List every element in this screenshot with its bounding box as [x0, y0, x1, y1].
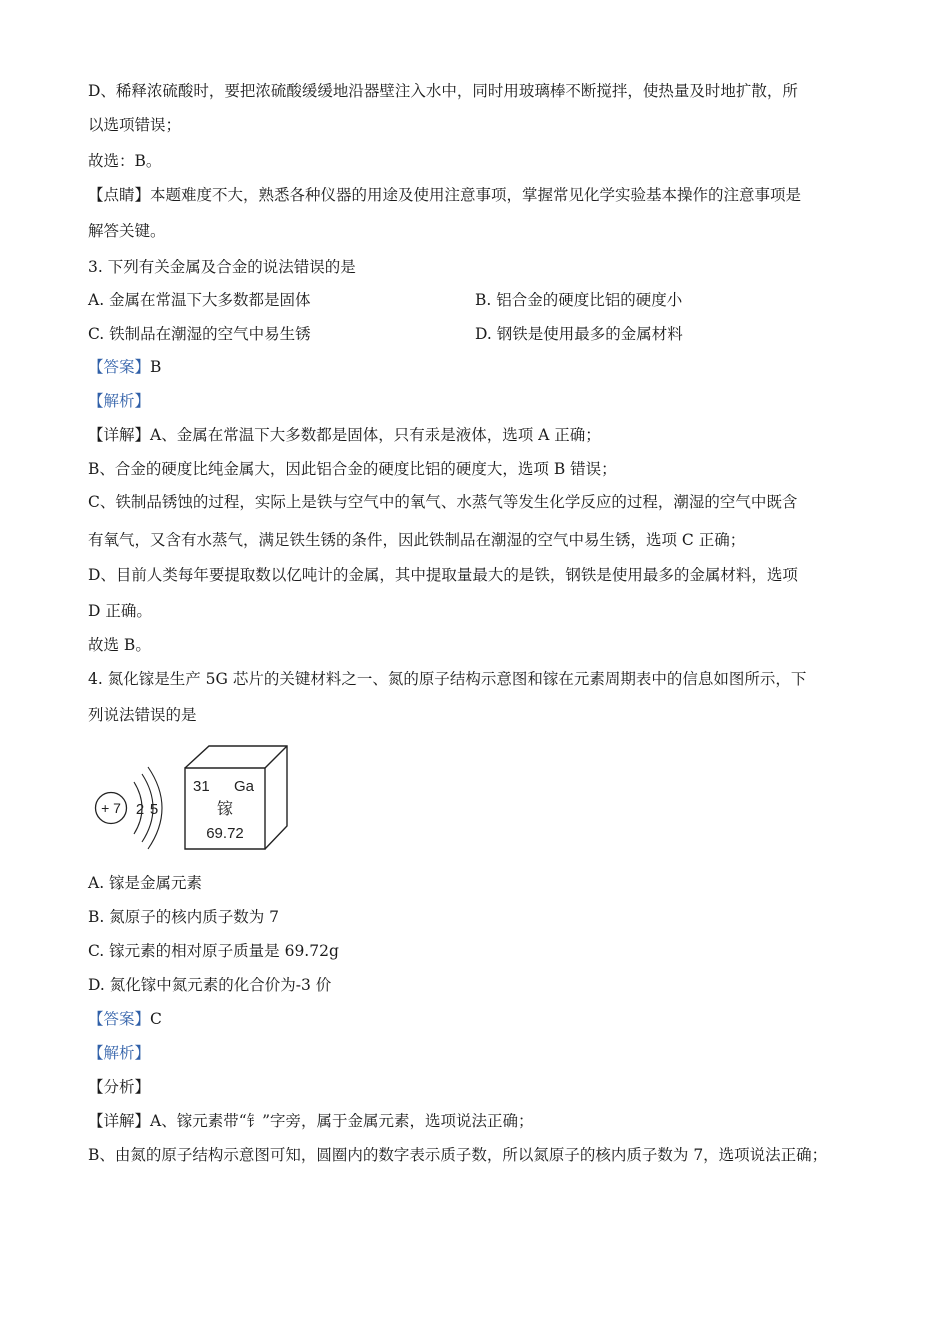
- option-d-explanation-line1: D、稀释浓硫酸时，要把浓硫酸缓缓地沿器壁注入水中，同时用玻璃棒不断搅拌，使热量及时地扩散，所: [88, 82, 798, 100]
- q3-analysis-tag: 【解析】: [88, 392, 151, 410]
- q4-option-a: A. 镓是金属元素: [88, 874, 203, 892]
- q3-detail-line: 【详解】A、金属在常温下大多数都是固体，只有汞是液体，选项 A 正确；: [88, 426, 601, 444]
- q4-analysis-tag: 【解析】: [88, 1044, 151, 1062]
- answer-value: C: [150, 1010, 162, 1028]
- element-name: 镓: [216, 799, 234, 818]
- cell-corner-edge: [265, 746, 287, 768]
- question-4-stem-line1: 4. 氮化镓是生产 5G 芯片的关键材料之一、氮的原子结构示意图和镓在元素周期表中的信息如图所示，下: [88, 670, 807, 688]
- answer-value: B: [150, 358, 162, 376]
- choice-line: 故选：B。: [88, 152, 162, 170]
- element-symbol: Ga: [234, 778, 255, 795]
- q4-option-c: C. 镓元素的相对原子质量是 69.72g: [88, 942, 339, 960]
- q3-detail-line: 故选 B。: [88, 636, 151, 654]
- q3-detail-line: C、铁制品锈蚀的过程，实际上是铁与空气中的氧气、水蒸气等发生化学反应的过程，潮湿的空气中既含: [88, 493, 798, 511]
- answer-tag: 【答案】: [88, 358, 151, 376]
- q3-detail-line: D、目前人类每年要提取数以亿吨计的金属，其中提取量最大的是铁，钢铁是使用最多的金属材料，选项: [88, 566, 798, 584]
- option-d-explanation-line2: 以选项错误；: [88, 116, 182, 134]
- q4-analysis-head: 【分析】: [88, 1078, 151, 1096]
- q4-detail-line: B、由氮的原子结构示意图可知，圆圈内的数字表示质子数，所以氮原子的核内质子数为 7，选项说法正确；: [88, 1146, 828, 1164]
- atomic-mass: 69.72: [206, 825, 244, 842]
- nitrogen-atom-diagram: [96, 767, 163, 849]
- shell-electron-count-2: 5: [149, 801, 159, 818]
- nucleus-charge: + 7: [101, 800, 121, 816]
- q3-detail-line: 有氧气，又含有水蒸气，满足铁生锈的条件，因此铁制品在潮湿的空气中易生锈，选项 C 正确；: [88, 531, 746, 549]
- gallium-element-cell: [185, 746, 287, 849]
- q4-answer: [88, 1008, 162, 1030]
- answer-tag: 【答案】: [88, 1010, 151, 1028]
- atomic-number: 31: [193, 778, 210, 795]
- q3-option-b: B. 铝合金的硬度比铝的硬度小: [475, 291, 683, 309]
- q4-option-d: D. 氮化镓中氮元素的化合价为-3 价: [88, 976, 332, 994]
- comment-line1: 【点睛】本题难度不大，熟悉各种仪器的用途及使用注意事项，掌握常见化学实验基本操作的注意事项是: [88, 186, 802, 204]
- q4-detail-line: 【详解】A、镓元素带“钅”字旁，属于金属元素，选项说法正确；: [88, 1112, 534, 1130]
- q4-option-b: B. 氮原子的核内质子数为 7: [88, 908, 280, 926]
- q3-option-d: D. 钢铁是使用最多的金属材料: [475, 325, 683, 343]
- q3-detail-line: D 正确。: [88, 602, 152, 620]
- q3-option-a: A. 金属在常温下大多数都是固体: [88, 291, 311, 309]
- q3-detail-line: B、合金的硬度比纯金属大，因此铝合金的硬度比铝的硬度大，选项 B 错误；: [88, 460, 617, 478]
- question-4-figure: [88, 738, 308, 856]
- shell-electron-count-1: 2: [135, 801, 145, 818]
- q3-option-c: C. 铁制品在潮湿的空气中易生锈: [88, 325, 311, 343]
- q3-answer: [88, 356, 161, 378]
- figure-svg: [88, 738, 308, 856]
- question-3-stem: 3. 下列有关金属及合金的说法错误的是: [88, 258, 356, 276]
- comment-line2: 解答关键。: [88, 222, 166, 240]
- question-4-stem-line2: 列说法错误的是: [88, 706, 197, 724]
